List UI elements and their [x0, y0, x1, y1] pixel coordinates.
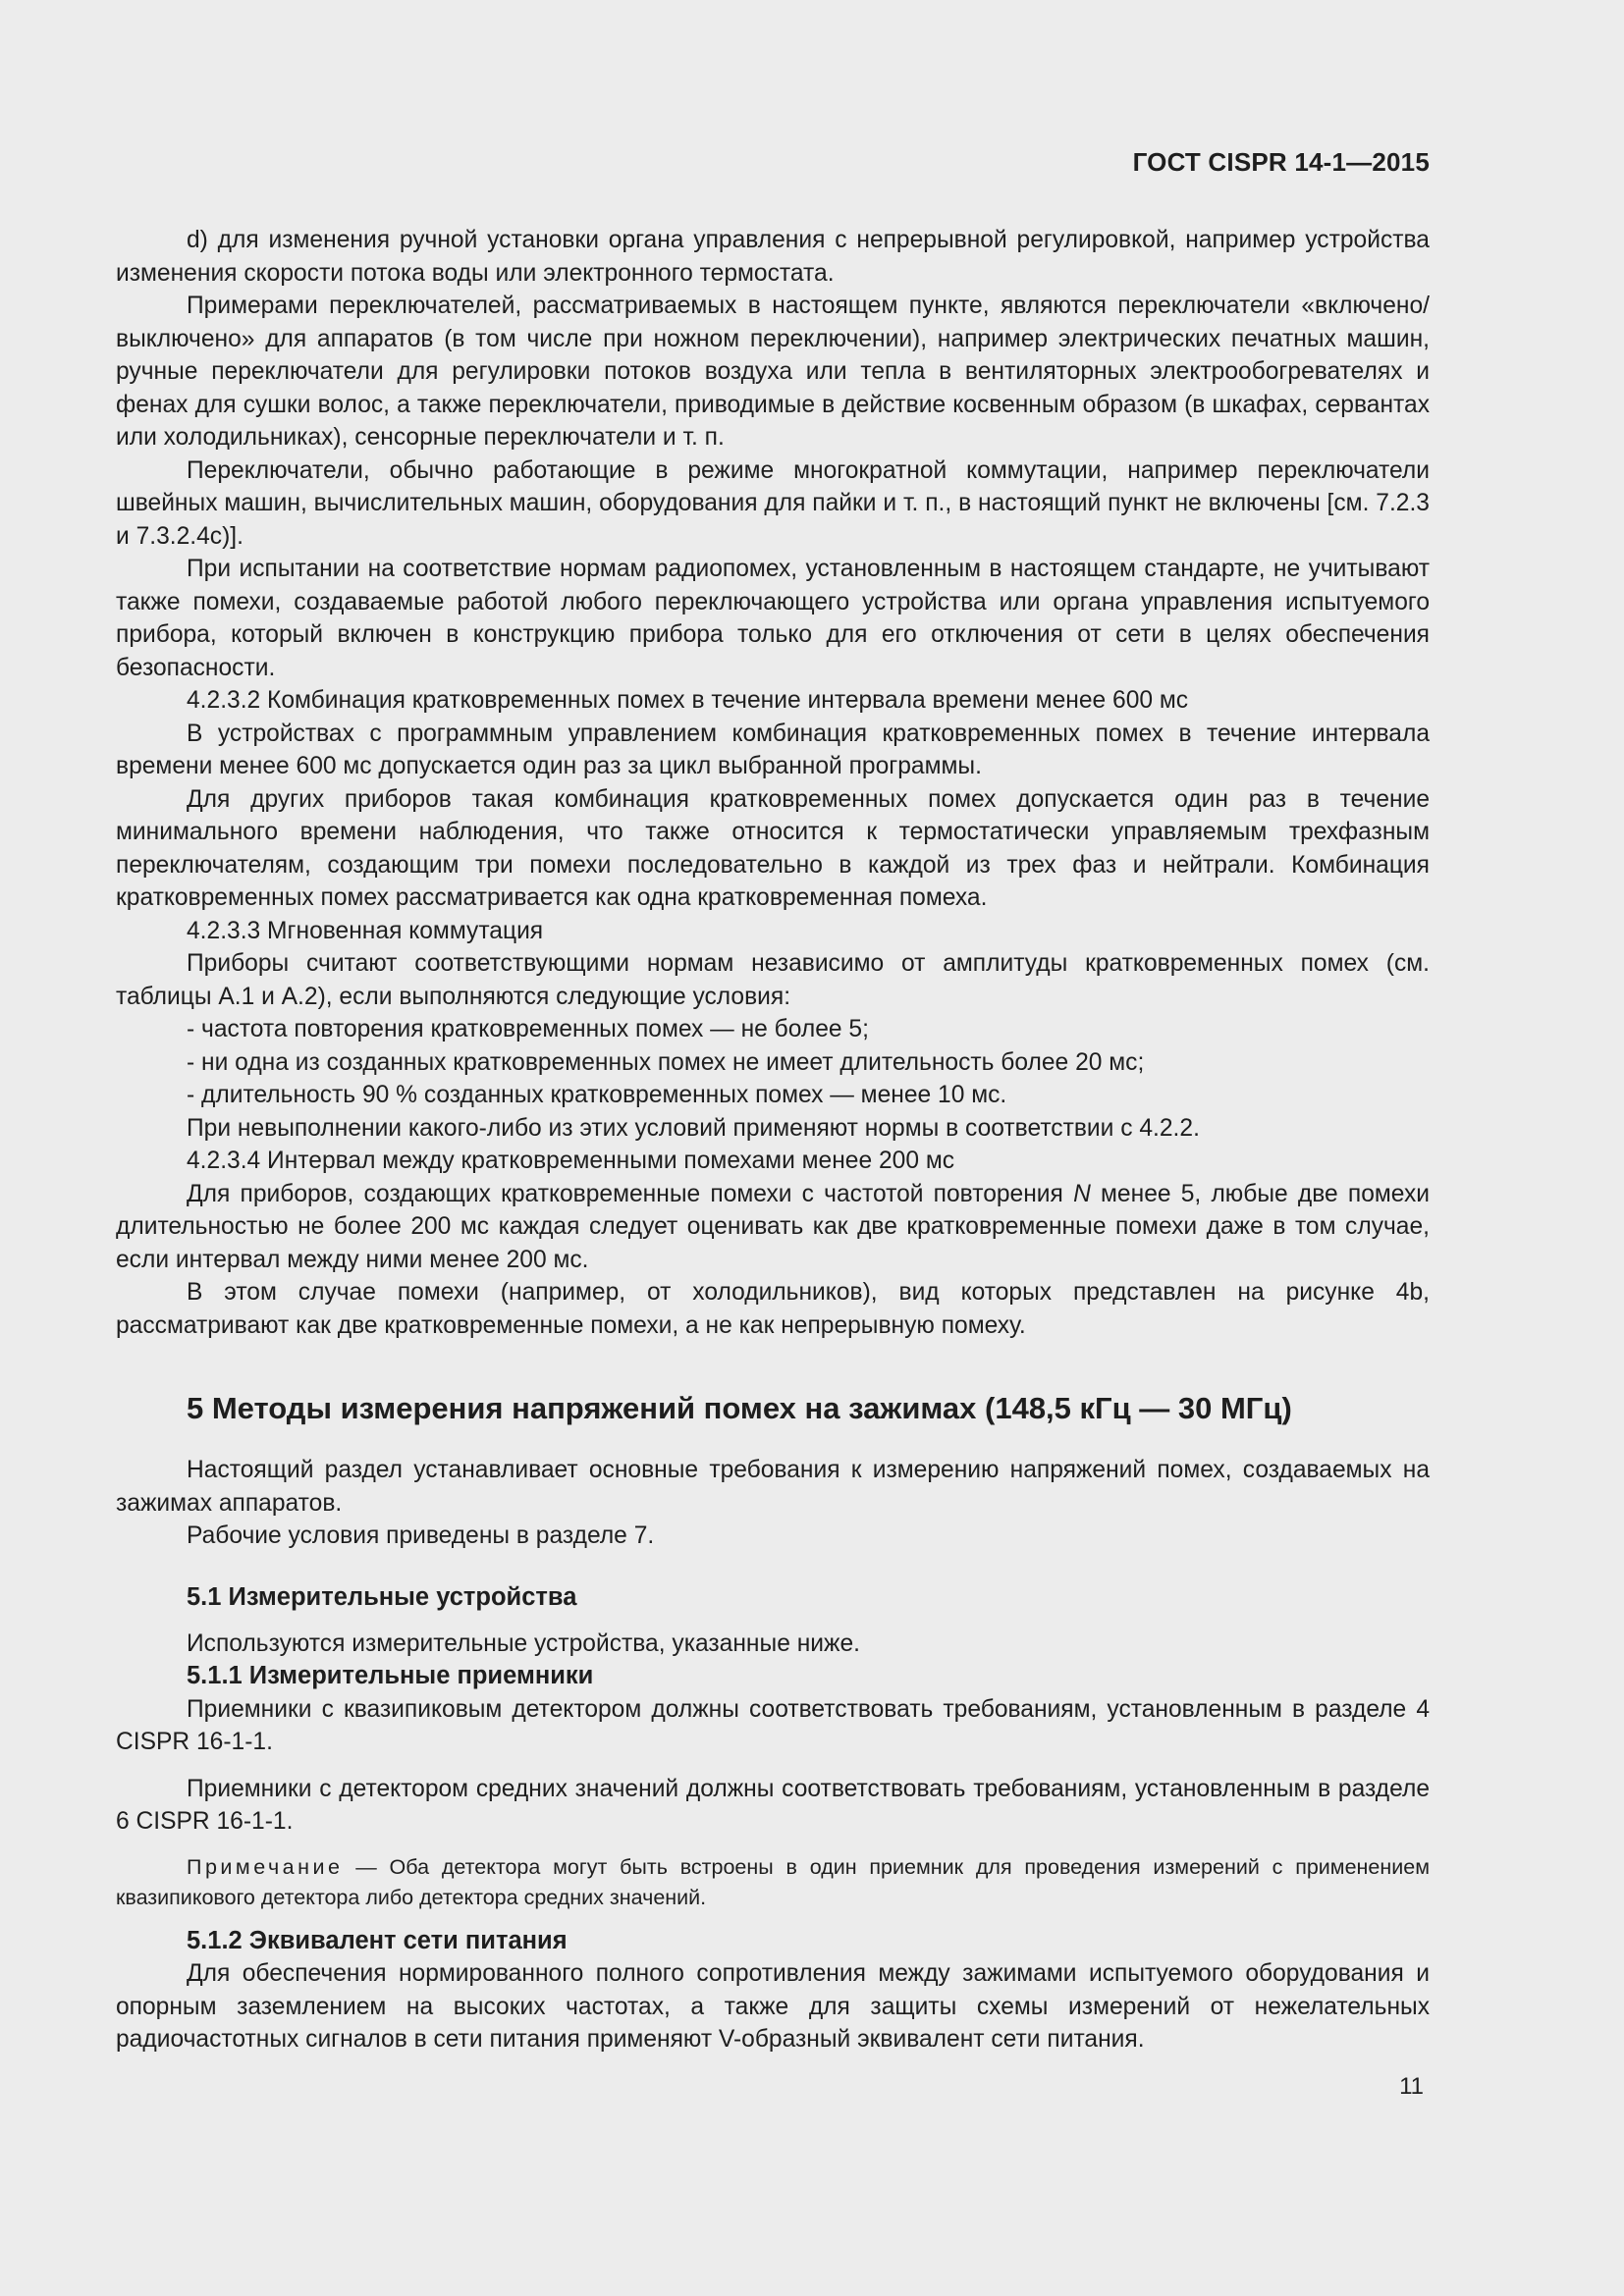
- section-5-title: 5 Методы измерения напряжений помех на зажимах (148,5 кГц — 30 МГц): [187, 1391, 1292, 1425]
- clause-heading: 4.2.3.4 Интервал между кратковременными помехами менее 200 мс: [187, 1148, 955, 1174]
- list-item: - длительность 90 % созданных кратковременных помех — менее 10 мс.: [187, 1082, 1007, 1108]
- paragraph: Приборы считают соответствующими нормам независимо от амплитуды кратковременных помех (см. таблицы А.1 и А.2), если выполняются следующие условия:: [116, 950, 1430, 1010]
- paragraph: Рабочие условия приведены в разделе 7.: [187, 1522, 655, 1549]
- paragraph: Приемники с детектором средних значений должны соответствовать требованиям, установленным в разделе 6 CISPR 16-1-1.: [116, 1775, 1430, 1835]
- paragraph: Переключатели, обычно работающие в режиме многократной коммутации, например переключатели швейных машин, вычислительных машин, оборудования для пайки и т. п., в настоящий пункт не включены [см. 7.2.3 и 7.3.2.4c)].: [116, 456, 1430, 550]
- paragraph: d) для изменения ручной установки органа управления с непрерывной регулировкой, например устройства изменения скорости потока воды или электронного термостата.: [116, 227, 1430, 287]
- clause-heading: 4.2.3.3 Мгновенная коммутация: [187, 917, 544, 944]
- paragraph: Приемники с квазипиковым детектором должны соответствовать требованиям, установленным в разделе 4 CISPR 16-1-1.: [116, 1695, 1430, 1755]
- paragraph: При невыполнении какого-либо из этих условий применяют нормы в соответствии с 4.2.2.: [187, 1114, 1200, 1142]
- paragraph-n: [116, 1178, 1430, 1277]
- clause-heading: 4.2.3.2 Комбинация кратковременных помех в течение интервала времени менее 600 мс: [187, 687, 1189, 714]
- note: [116, 1852, 1430, 1913]
- paragraph: При испытании на соответствие нормам радиопомех, установленным в настоящем стандарте, не учитывают также помехи, создаваемые работой любого переключающего устройства или органа управления испытуемого прибора, который включен в конструкцию прибора только для его отключения от сети в целях обеспечения безопасности.: [116, 556, 1430, 681]
- note-label: Примечание: [187, 1854, 344, 1879]
- paragraph: В устройствах с программным управлением комбинация кратковременных помех в течение интервала времени менее 600 мс допускается один раз за цикл выбранной программы.: [116, 720, 1430, 779]
- paragraph: Примерами переключателей, рассматриваемых в настоящем пункте, являются переключатели «включено/выключено» для аппаратов (в том числе при ножном переключении), например электрических печатных машин, ручные переключатели для регулировки потоков воздуха или тепла в вентиляторных электрообогревателях и фенах для сушки волос, а также переключатели, приводимые в действие косвенным образом (в шкафах, сервантах или холодильниках), сенсорные переключатели и т. п.: [116, 293, 1430, 451]
- paragraph: Для обеспечения нормированного полного сопротивления между зажимами испытуемого оборудования и опорным заземлением на высоких частотах, а также для защиты схемы измерений от нежелательных радиочастотных сигналов в сети питания применяют V-образный эквивалент сети питания.: [116, 1960, 1430, 2053]
- paragraph: Для других приборов такая комбинация кратковременных помех допускается один раз в течение минимального времени наблюдения, что также относится к термостатически управляемым трехфазным переключателям, создающим три помехи последовательно в каждой из трех фаз и нейтрали. Комбинация кратковременных помех рассматривается как одна кратковременная помеха.: [116, 785, 1430, 911]
- paragraph: В этом случае помехи (например, от холодильников), вид которых представлен на рисунке 4b, рассматривают как две кратковременные помехи, а не как непрерывную помеху.: [116, 1279, 1430, 1339]
- section-5-1-title: 5.1 Измерительные устройства: [187, 1582, 577, 1611]
- list-item: - частота повторения кратковременных помех — не более 5;: [187, 1016, 869, 1042]
- paragraph: Настоящий раздел устанавливает основные требования к измерению напряжений помех, создаваемых на зажимах аппаратов.: [116, 1457, 1430, 1517]
- document-header: ГОСТ CISPR 14-1—2015: [1132, 147, 1430, 177]
- note-text: — Оба детектора могут быть встроены в один приемник для проведения измерений с применением квазипикового детектора либо детектора средних значений.: [116, 1854, 1430, 1909]
- section-5-1-2-title: 5.1.2 Эквивалент сети питания: [187, 1926, 568, 1954]
- paragraph: Используются измерительные устройства, указанные ниже.: [187, 1629, 860, 1657]
- page-number: 11: [1399, 2073, 1424, 2100]
- text-span: Для приборов, создающих кратковременные помехи с частотой повторения: [187, 1180, 1074, 1207]
- section-5-1-1-title: 5.1.1 Измерительные приемники: [187, 1662, 594, 1689]
- variable-n: N: [1073, 1180, 1091, 1207]
- list-item: - ни одна из созданных кратковременных помех не имеет длительность более 20 мс;: [187, 1048, 1145, 1076]
- text-span: менее 5, любые две помехи длительностью не более 200 мс каждая следует оценивать как две кратковременные помехи даже в том случае, если интервал между ними менее 200 мс.: [116, 1180, 1430, 1273]
- document-body: [116, 224, 1430, 2056]
